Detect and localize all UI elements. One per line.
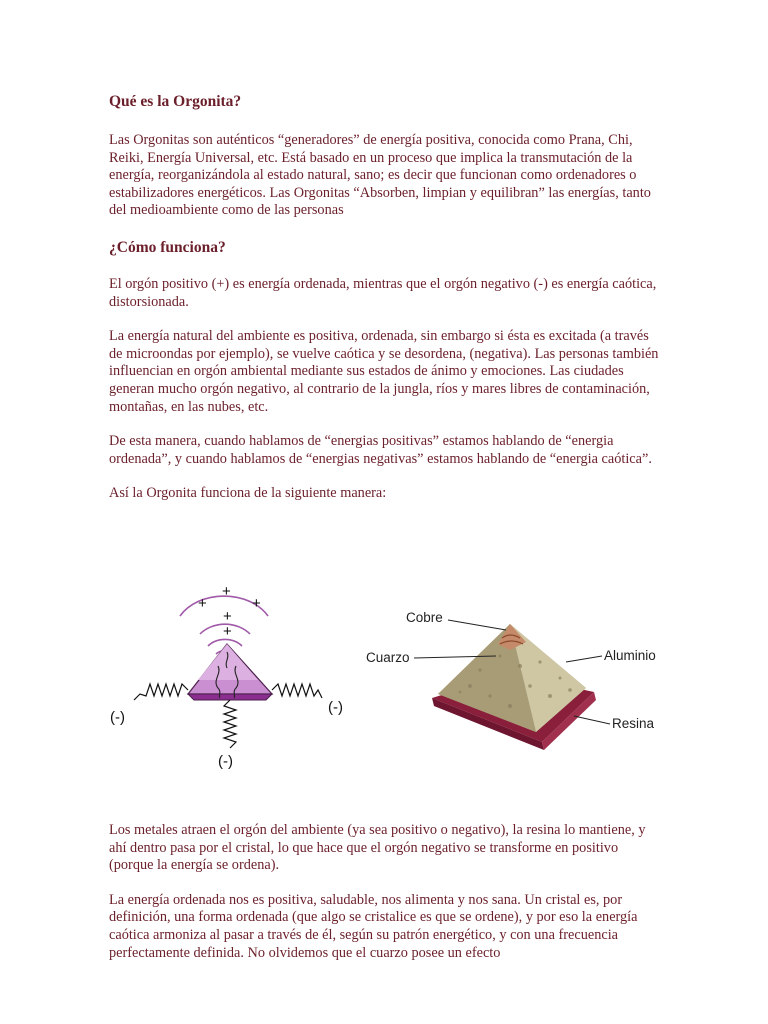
label-aluminio: Aluminio	[604, 648, 656, 663]
paragraph-intro: Las Orgonitas son auténticos “generadores” de energía positiva, conocida como Prana, Chi, Reiki, Energía Universal, etc. Está basado en un proceso que implica la transmutación de la energía, reorganizándola al estado natural, sano; es decir que funcionan como ordenadores o estabilizadores energéticos. Las Orgonitas “Absorben, limpian y equilibran” las energías, tanto del medioambiente como de las personas	[109, 132, 651, 219]
minus-label-right: (-)	[328, 699, 343, 716]
minus-label-bottom: (-)	[218, 753, 233, 770]
paragraph-metales: Los metales atraen el orgón del ambiente (ya sea positivo o negativo), la resina lo mantiene, y ahí dentro pasa por el cristal, lo que hace que el orgón negativo se transforme en positivo (porque la energía se ordena).	[109, 822, 646, 874]
plus-sign-2: +	[222, 583, 231, 600]
figure-row	[0, 566, 768, 776]
document-body	[109, 92, 661, 503]
plus-sign-1: +	[198, 595, 207, 612]
label-cuarzo: Cuarzo	[366, 650, 410, 665]
paragraph-energia-natural: La energía natural del ambiente es positiva, ordenada, sin embargo si ésta es excitada (a través de microondas por ejemplo), se vuelve caótica y se desordena, (negativa). Las personas también influencian en orgón ambiental mediante sus estados de ánimo y emociones. Las ciudades generan mucho orgón negativo, al contrario de la jungla, ríos y mares libres de contaminación, montañas, en las nubes, etc.	[109, 328, 659, 415]
plus-sign-5: +	[223, 623, 232, 640]
paragraph-energia-ordenada: La energía ordenada nos es positiva, saludable, nos alimenta y nos sana. Un cristal es, por definición, una forma ordenada (que algo se cristalice es que se ordene), y por eso la energía caótica armoniza al pasar a través de él, según su patrón energético, y con una frecuencia perfectamente definida. No olvidemos que el cuarzo posee un efecto	[109, 891, 638, 961]
paragraph-orgon: El orgón positivo (+) es energía ordenada, mientras que el orgón negativo (-) es energía caótica, distorsionada.	[109, 275, 657, 310]
plus-sign-3: +	[252, 595, 261, 612]
paragraph-de-esta-manera: De esta manera, cuando hablamos de “energias positivas” estamos hablando de “energia ordenada”, y cuando hablamos de “energias negativas” estamos hablando de “energia caótica”.	[109, 433, 652, 467]
heading-como-funciona: ¿Cómo funciona?	[109, 238, 226, 256]
label-cobre: Cobre	[406, 610, 443, 625]
orgonite-photo-figure	[360, 566, 680, 776]
document-body-after-figure	[109, 822, 661, 962]
plus-sign-4: +	[223, 608, 232, 625]
paragraph-asi-funciona: Así la Orgonita funciona de la siguiente manera:	[109, 485, 387, 502]
minus-label-left: (-)	[110, 709, 125, 726]
label-resina: Resina	[612, 716, 655, 731]
heading-que-es: Qué es la Orgonita?	[109, 93, 242, 110]
